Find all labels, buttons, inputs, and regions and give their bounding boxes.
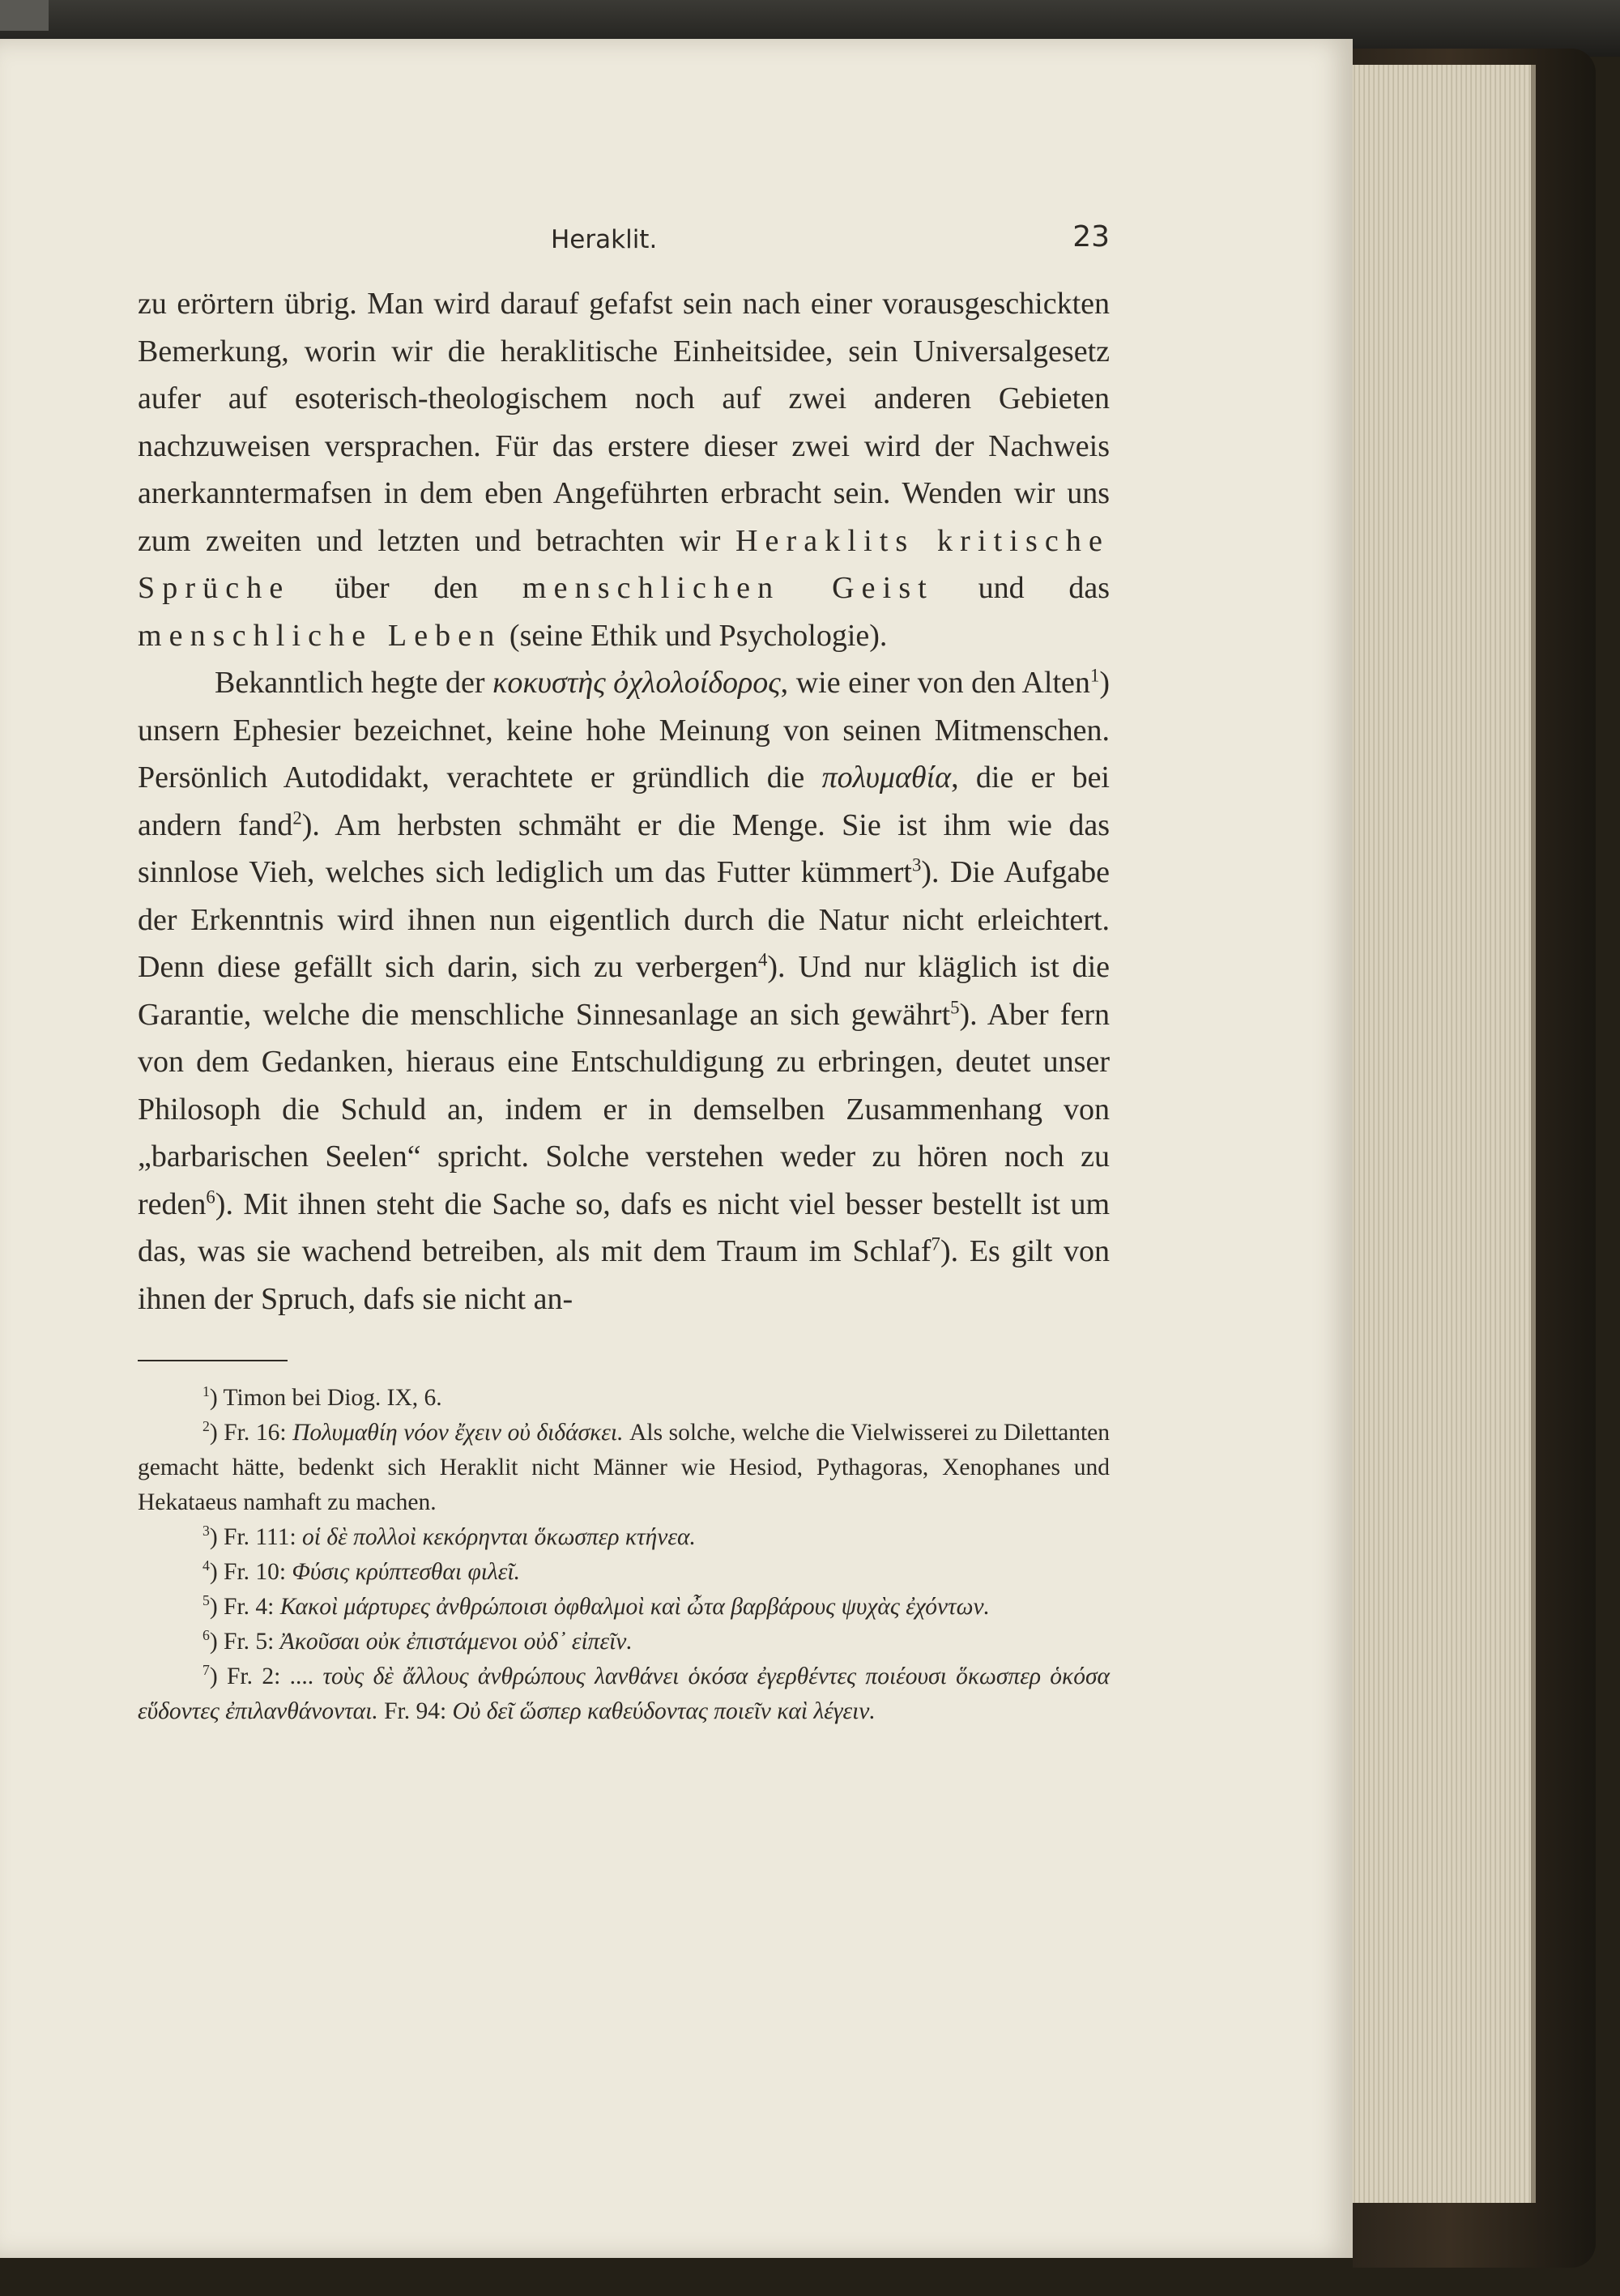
page-edges [1336,65,1536,2203]
footnote-ref-4[interactable]: 4 [758,949,768,970]
footnote-divider [138,1360,288,1361]
footnote-2-rest: Als solche, welche die Vielwisserei zu Dilettanten gemacht hätte, bedenkt sich Heraklit nicht Männer wie Hesiod, Pythagoras, Xenophanes und Hekataeus namhaft zu machen. [138,1420,1110,1515]
footnote-6-lead: ) Fr. 5: [209,1629,280,1655]
book-page [0,39,1353,2258]
footnote-3-greek: οἱ δὲ πολλοὶ κεκόρηνται ὅκωσπερ κτήνεα. [302,1524,696,1550]
paragraph-2-text-2: , wie einer von den Alten [780,666,1090,700]
footnote-5-mark: 5 [202,1592,210,1609]
footnote-ref-1[interactable]: 1 [1089,665,1100,686]
footnotes [138,1381,1110,1729]
footnote-ref-2[interactable]: 2 [292,807,302,828]
page-number: 23 [1072,220,1110,253]
footnote-3-mark: 3 [202,1523,210,1540]
footnote-ref-3[interactable]: 3 [912,854,922,875]
footnote-3 [138,1520,1110,1555]
body-text [138,280,1110,1323]
paragraph-2-text-4: , die er bei andern fand [138,760,1110,842]
page-content [138,220,1111,1729]
footnote-4 [138,1555,1110,1590]
greek-phrase-2: πολυμαθία [821,760,952,794]
paragraph-2-text-5: ). Am herbsten schmäht er die Menge. Sie ist ihm wie das sinnlose Vieh, welches sich lediglich um das Futter kümmert [138,807,1110,889]
spaced-phrase-leben: menschliche Leben [138,618,502,653]
footnote-4-mark: 4 [202,1557,210,1574]
footnote-2-mark: 2 [202,1418,210,1435]
footnote-6-greek: Ἀκοῦσαι οὐκ ἐπιστάμενοι οὐδ᾽ εἰπεῖν. [279,1629,633,1655]
footnote-2-greek: Πολυμαθίη νόον ἔχειν οὐ διδάσκει. [292,1420,624,1446]
footnote-2-lead: ) Fr. 16: [209,1420,293,1446]
footnote-2 [138,1416,1110,1520]
paragraph-1-text-c: und das [933,571,1110,605]
footnote-5-lead: ) Fr. 4: [209,1594,280,1620]
paragraph-1-text-d: (seine Ethik und Psychologie). [501,618,888,653]
footnote-7-greek-2: Οὐ δεῖ ὥσπερ καθεύδοντας ποιεῖν καὶ λέγειν. [452,1698,876,1724]
footnote-7-greek-1: τοὺς δὲ ἄλλους ἀνθρώπους λανθάνει ὁκόσα ἐγερθέντες ποιέουσι ὅκωσπερ ὁκόσα εὕδοντες ἐπιλανθάνονται. [138,1663,1111,1724]
footnote-6-mark: 6 [202,1627,210,1644]
paragraph-2-text-8: ). Aber fern von dem Gedanken, hieraus eine Entschuldigung zu erbringen, deutet unser Philosoph die Schuld an, indem er in demselben Zusammenhang von „barbarischen Seelen“ spricht. Solche verstehen weder zu hören noch zu reden [138,997,1110,1221]
paragraph-2-text-6: ). Die Aufgabe der Erkenntnis wird ihnen nun eigentlich durch die Natur nicht erleichtert. Denn diese gefällt sich darin, sich zu verbergen [138,855,1110,984]
running-head [138,220,1110,274]
footnote-1-mark: 1 [202,1383,210,1400]
footnote-7-lead: ) Fr. 2: .... [209,1663,323,1689]
footnote-7-mark: 7 [202,1662,210,1679]
footnote-4-greek: Φύσις κρύπτεσθαι φιλεῖ. [292,1559,520,1585]
footnote-5-greek: Κακοὶ μάρτυρες ἀνθρώποισι ὀφθαλμοὶ καὶ ὦτα βαρβάρους ψυχὰς ἐχόντων. [279,1594,990,1620]
footnote-1 [138,1381,1110,1416]
paragraph-2-text-9: ). Mit ihnen steht die Sache so, dafs es nicht viel besser bestellt ist um das, was sie wachend betreiben, als mit dem Traum im Schlaf [138,1186,1110,1268]
paragraph-2-text-10: ). Es gilt von ihnen der Spruch, dafs sie nicht an- [138,1234,1110,1316]
footnote-6 [138,1625,1110,1659]
paragraph-1-text-b: über den [290,571,522,605]
footnote-ref-5[interactable]: 5 [950,996,960,1017]
spaced-phrase-geist: menschlichen Geist [522,571,934,605]
paragraph-1 [138,280,1110,659]
footnote-5 [138,1590,1110,1625]
paragraph-2 [138,659,1110,1323]
paragraph-2-text-1: Bekanntlich hegte der [215,666,493,700]
footnote-7-mid: Fr. 94: [377,1698,453,1724]
paragraph-2-text-7: ). Und nur kläglich ist die Garantie, welche die menschliche Sinnesanlage an sich gewährt [138,950,1110,1032]
footnote-1-text: ) Timon bei Diog. IX, 6. [209,1385,442,1411]
footnote-ref-6[interactable]: 6 [206,1186,215,1207]
footnote-ref-7[interactable]: 7 [931,1233,940,1254]
paragraph-1-text-a: zu erörtern übrig. Man wird darauf gefafst sein nach einer vorausgeschickten Bemerkung, worin wir die heraklitische Einheitsidee, sein Universalgesetz aufer auf esoterisch-theologischem noch auf zwei anderen Gebieten nachzuweisen versprachen. Für das erstere dieser zwei wird der Nachweis anerkanntermafsen in dem eben Angeführten erbracht sein. Wenden wir uns zum zweiten und letzten und betrachten wir [138,287,1110,558]
paragraph-2-text-3: ) unsern Ephesier bezeichnet, keine hohe Meinung von seinen Mitmenschen. Persönlich Autodidakt, verachtete er gründlich die [138,666,1110,794]
scan-border-strip [0,0,49,32]
greek-phrase-1: κοκυστὴς ὀχλολοίδορος [492,666,781,700]
footnote-7 [138,1659,1110,1729]
footnote-3-lead: ) Fr. 111: [209,1524,303,1550]
running-head-title: Heraklit. [551,225,658,254]
spaced-phrase-heraklits-sprueche: Heraklits kritische Sprüche [138,523,1110,605]
footnote-4-lead: ) Fr. 10: [209,1559,292,1585]
